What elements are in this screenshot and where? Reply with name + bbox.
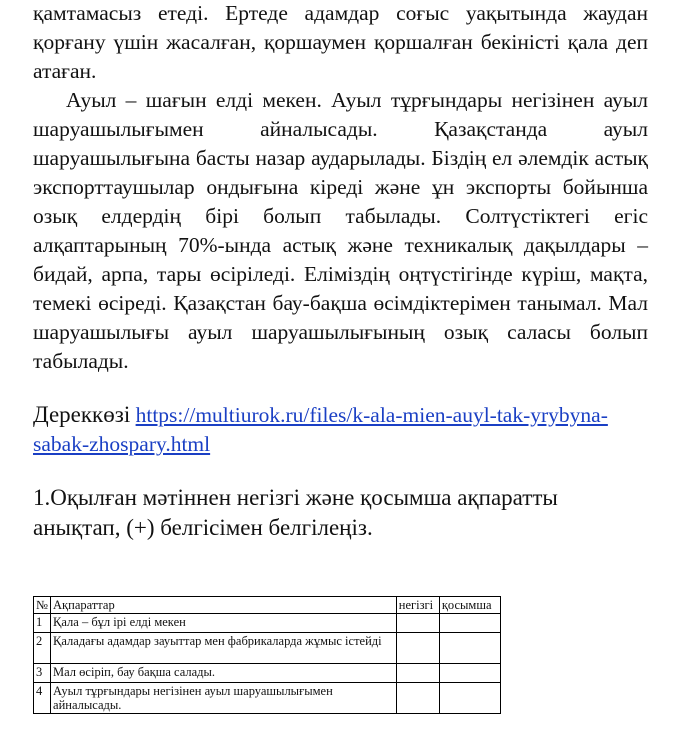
table-header-row (34, 597, 501, 614)
header-information: Ақпараттар (51, 597, 397, 614)
paragraph-city-definition: қамтамасыз етеді. Ертеде адамдар соғыс уақытында жаудан қорғану үшін жасалған, қоршаумен қоршалған бекіністі қала деп атаған. (33, 1, 648, 83)
row-text: Қала – бұл ірі елді мекен (51, 614, 397, 633)
main-mark-cell[interactable] (396, 664, 439, 683)
main-mark-cell[interactable] (396, 633, 439, 664)
additional-mark-cell[interactable] (439, 664, 500, 683)
row-number: 3 (34, 664, 51, 683)
row-text: Ауыл тұрғындары негізінен ауыл шаруашылығымен айналысады. (51, 683, 397, 714)
header-additional: қосымша (439, 597, 500, 614)
table-row (34, 683, 501, 714)
additional-mark-cell[interactable] (439, 683, 500, 714)
row-number: 1 (34, 614, 51, 633)
row-number: 4 (34, 683, 51, 714)
table-row (34, 664, 501, 683)
row-text: Мал өсіріп, бау бақша салады. (51, 664, 397, 683)
source-link[interactable]: https://multiurok.ru/files/k-ala-mien-auyl-tak-yrybyna-sabak-zhospary.html (33, 403, 608, 456)
source-line (33, 400, 648, 459)
row-number: 2 (34, 633, 51, 664)
header-main: негізгі (396, 597, 439, 614)
row-text: Қаладағы адамдар зауыттар мен фабрикаларда жұмыс істейді (51, 633, 397, 664)
additional-mark-cell[interactable] (439, 633, 500, 664)
paragraph-village: Ауыл – шағын елді мекен. Ауыл тұрғындары негізінен ауыл шаруашылығымен айналысады. Қазақстанда ауыл шаруашылығына басты назар аударылады. Біздің ел әлемдік астық экспорттаушылар ондығына кіреді және ұн экспорты бойынша озық елдердің бірі болып табылады. Солтүстіктегі егіс алқаптарының 70%-ында астық және техникалық дақылдары – бидай, арпа, тары өсіріледі. Еліміздің оңтүстігінде күріш, мақта, темекі өсіреді. Қазақстан бау-бақша өсімдіктерімен танымал. Мал шаруашылығы ауыл шаруашылығының озық саласы болып табылады. (33, 88, 648, 373)
main-mark-cell[interactable] (396, 683, 439, 714)
information-table (33, 596, 501, 714)
main-mark-cell[interactable] (396, 614, 439, 633)
task-instruction: 1.Оқылған мәтіннен негізгі және қосымша ақпаратты анықтап, (+) белгісімен белгілеңіз. (33, 485, 558, 540)
additional-mark-cell[interactable] (439, 614, 500, 633)
source-label: Дереккөзі (33, 402, 131, 427)
header-number: № (34, 597, 51, 614)
table-row (34, 614, 501, 633)
document-page (33, 0, 648, 712)
table-row (34, 633, 501, 664)
